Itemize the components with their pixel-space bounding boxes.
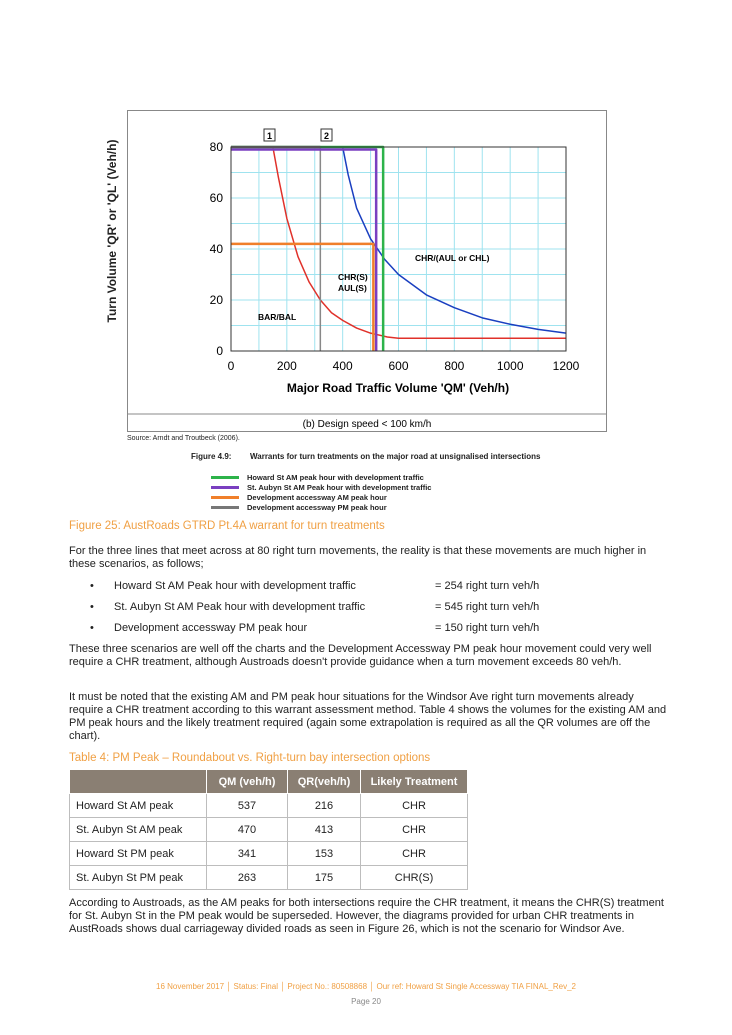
bullet-value: = 254 right turn veh/h [435, 580, 540, 592]
bullet-item [90, 580, 610, 594]
figure-caption: Warrants for turn treatments on the major road at unsignalised intersections [250, 452, 541, 461]
bullet-item [90, 601, 610, 615]
legend-swatch-orange [211, 496, 239, 499]
table-row [70, 794, 468, 818]
legend-label: Development accessway AM peak hour [247, 492, 387, 502]
table-cell: St. Aubyn St AM peak [70, 818, 207, 842]
bullet-item [90, 622, 610, 636]
table-cell: Howard St AM peak [70, 794, 207, 818]
legend-item-howard-am [211, 472, 431, 482]
bullet-dot: • [90, 622, 94, 634]
table-cell: CHR [361, 818, 468, 842]
x-tick-label: 800 [444, 359, 465, 373]
table-row [70, 842, 468, 866]
x-tick-label: 1000 [496, 359, 524, 373]
y-tick-label: 40 [209, 242, 223, 256]
y-tick-label: 60 [209, 191, 223, 205]
figure-source: Source: Arndt and Troutbeck (2006). [127, 435, 240, 442]
table-cell: 153 [288, 842, 361, 866]
y-tick-label: 20 [209, 293, 223, 307]
table-cell: 341 [207, 842, 288, 866]
series-line-5 [231, 244, 373, 351]
bullet-value: = 545 right turn veh/h [435, 601, 540, 613]
y-tick-label: 0 [216, 344, 223, 358]
table-row [70, 818, 468, 842]
paragraph-scenarios: These three scenarios are well off the charts and the Development Accessway PM peak hour movement could very well require a CHR treatment, although Austroads doesn't provide guidance when a turn movement exceeds 80 veh/h. [69, 643, 652, 668]
table-cell: Howard St PM peak [70, 842, 207, 866]
bullet-label: Howard St AM Peak hour with development traffic [114, 580, 356, 592]
bullet-dot: • [90, 601, 94, 613]
legend-item-access-am [211, 492, 431, 502]
bullet-label: St. Aubyn St AM Peak hour with development traffic [114, 601, 366, 613]
region-label-chrs: CHR(S) [338, 272, 368, 282]
table-header-cell: QR(veh/h) [288, 770, 361, 794]
marker-label-1: 1 [266, 131, 273, 141]
bullet-dot: • [90, 580, 94, 592]
table-cell: CHR [361, 842, 468, 866]
table-cell: 537 [207, 794, 288, 818]
legend-label: St. Aubyn St AM Peak hour with development traffic [247, 482, 432, 492]
page-number: Page 20 [351, 997, 381, 1006]
marker-label-2: 2 [323, 131, 330, 141]
legend-item-aubyn-am [211, 482, 431, 492]
legend-swatch-green [211, 476, 239, 479]
bullet-value: = 150 right turn veh/h [435, 622, 540, 634]
region-label-auls: AUL(S) [338, 283, 367, 293]
x-tick-label: 200 [276, 359, 297, 373]
table-cell: St. Aubyn St PM peak [70, 866, 207, 890]
paragraph-intro: For the three lines that meet across at 80 right turn movements, the reality is that these movements are much higher in these scenarios, as follows; [69, 545, 647, 570]
x-tick-label: 600 [388, 359, 409, 373]
x-tick-label: 400 [332, 359, 353, 373]
series-line-4 [231, 150, 376, 351]
table-row [70, 866, 468, 890]
chart-legend [211, 472, 431, 512]
series-line-0 [273, 147, 566, 338]
table-cell: 413 [288, 818, 361, 842]
legend-label: Howard St AM peak hour with development traffic [247, 472, 424, 482]
legend-label: Development accessway PM peak hour [247, 502, 387, 512]
table-header-cell: Likely Treatment [361, 770, 468, 794]
legend-swatch-purple [211, 486, 239, 489]
y-tick-label: 80 [209, 140, 223, 154]
chart-subtitle: (b) Design speed < 100 km/h [302, 419, 432, 430]
table-cell: 470 [207, 818, 288, 842]
x-tick-label: 0 [227, 359, 235, 373]
table-cell: 216 [288, 794, 361, 818]
region-label-chr-aul: CHR/(AUL or CHL) [415, 253, 490, 263]
table-header-row [70, 770, 468, 794]
footer-reference: 16 November 2017 │ Status: Final │ Project No.: 80508868 │ Our ref: Howard St Single Accessway TIA FINAL_Rev_2 [156, 982, 576, 991]
warrant-chart [127, 110, 607, 432]
x-tick-label: 1200 [552, 359, 580, 373]
table-header-cell [70, 770, 207, 794]
paragraph-austroads: According to Austroads, as the AM peaks for both intersections require the CHR treatment, it means the CHR(S) treatment for St. Aubyn St in the PM peak would be superseded. However, the diagrams provided for urban CHR treatments in AustRoads shows dual carriageway divided roads as seen in Figure 26, which is not the scenario for Windsor Ave. [69, 897, 664, 935]
figure-25-caption: Figure 25: AustRoads GTRD Pt.4A warrant for turn treatments [69, 520, 385, 532]
table-cell: 263 [207, 866, 288, 890]
table-cell: 175 [288, 866, 361, 890]
region-label-bar-bal: BAR/BAL [258, 312, 297, 322]
legend-item-access-pm [211, 502, 431, 512]
legend-swatch-grey [211, 506, 239, 509]
bullet-label: Development accessway PM peak hour [114, 622, 308, 634]
paragraph-existing: It must be noted that the existing AM and PM peak hour situations for the Windsor Ave right turn movements already require a CHR treatment according to this warrant assessment method. Table 4 shows the volumes for the existing AM and PM peak hours and the likely treatment required (again some extrapolation is required as all the QR volumes are off the chart). [69, 691, 667, 742]
table-header-cell: QM (veh/h) [207, 770, 288, 794]
table-cell: CHR [361, 794, 468, 818]
figure-number: Figure 4.9: [191, 452, 232, 461]
treatment-table [69, 769, 468, 890]
table-cell: CHR(S) [361, 866, 468, 890]
y-axis-label: Turn Volume 'QR' or 'QL' (Veh/h) [105, 139, 119, 323]
x-axis-label: Major Road Traffic Volume 'QM' (Veh/h) [286, 381, 510, 395]
table-4-caption: Table 4: PM Peak – Roundabout vs. Right-turn bay intersection options [69, 752, 431, 764]
